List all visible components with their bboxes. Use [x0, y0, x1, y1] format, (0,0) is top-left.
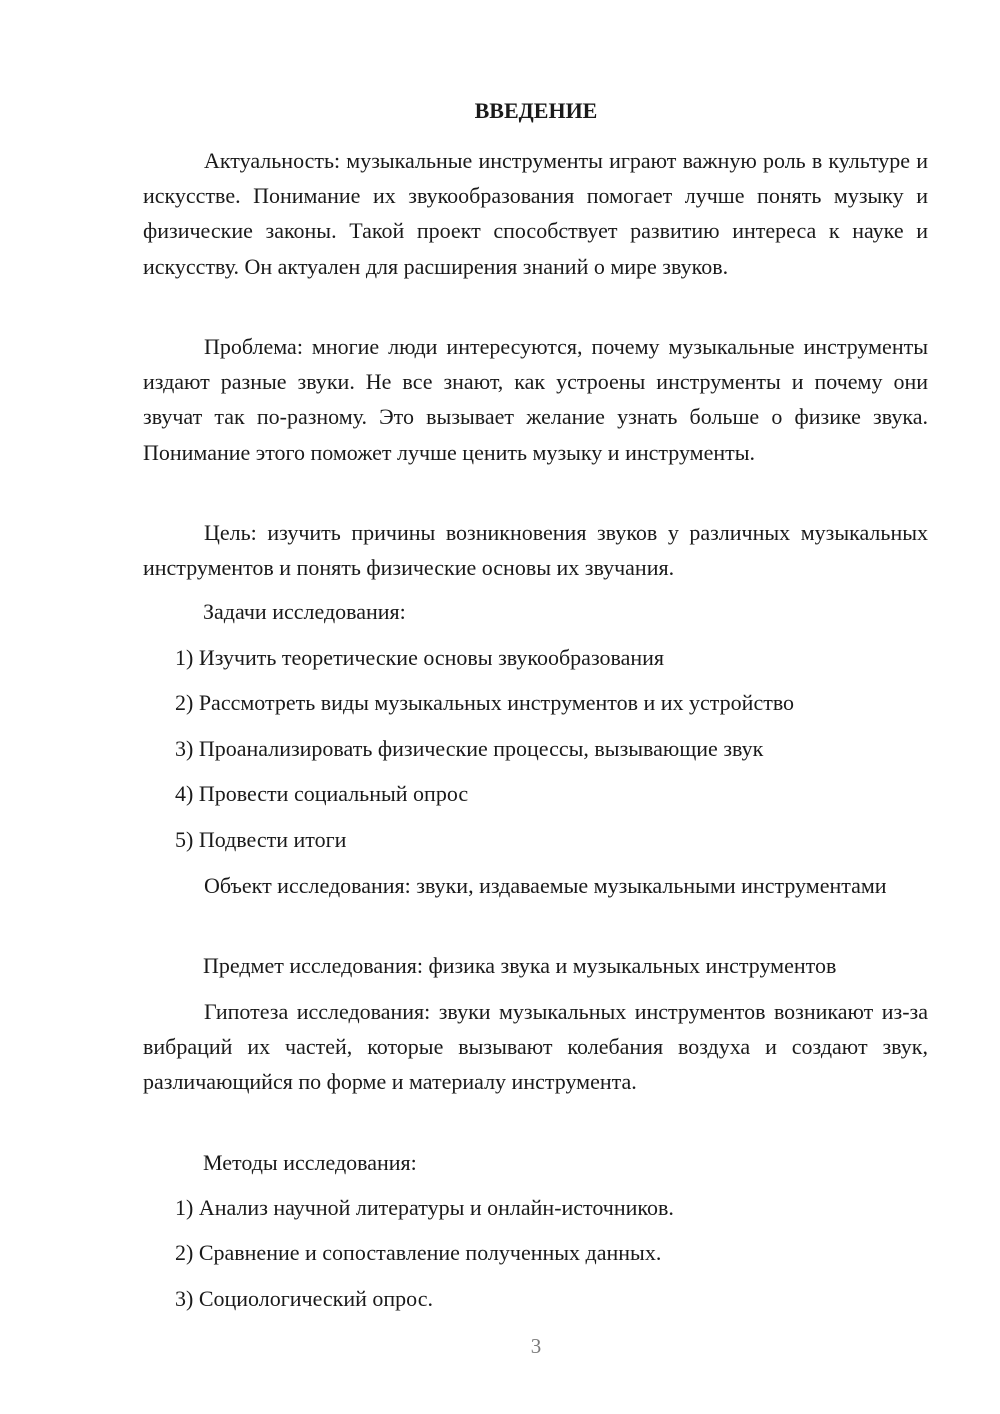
- method-item: 3) Социологический опрос.: [175, 1286, 433, 1311]
- problem-paragraph: Проблема: многие люди интересуются, почему музыкальные инструменты издают разные звуки. Не все знают, как устроены инструменты и почему они звучат так по-разному. Это вызывает желание узнать больше о физике звука. Понимание этого поможет лучше ценить музыку и инструменты.: [143, 334, 928, 465]
- task-item: 5) Подвести итоги: [175, 827, 347, 852]
- method-item: 2) Сравнение и сопоставление полученных данных.: [175, 1240, 662, 1265]
- subject-line: Предмет исследования: физика звука и музыкальных инструментов: [203, 953, 837, 978]
- method-item: 1) Анализ научной литературы и онлайн-источников.: [175, 1195, 674, 1220]
- hypothesis-paragraph: Гипотеза исследования: звуки музыкальных инструментов возникают из-за вибраций их частей, которые вызывают колебания воздуха и создают звук, различающийся по форме и материалу инструмента.: [143, 999, 928, 1095]
- page-number: 3: [530, 1334, 542, 1358]
- goal-paragraph: Цель: изучить причины возникновения звуков у различных музыкальных инструментов и понять физические основы их звучания.: [143, 520, 928, 581]
- object-paragraph: Объект исследования: звуки, издаваемые музыкальными инструментами: [204, 873, 887, 898]
- tasks-title: Задачи исследования:: [203, 599, 406, 624]
- task-item: 2) Рассмотреть виды музыкальных инструментов и их устройство: [175, 690, 795, 715]
- page-title: ВВЕДЕНИЕ: [474, 98, 598, 123]
- task-item: 4) Провести социальный опрос: [175, 781, 469, 806]
- methods-title: Методы исследования:: [203, 1150, 417, 1175]
- task-item: 3) Проанализировать физические процессы, вызывающие звук: [175, 736, 764, 761]
- relevance-paragraph: Актуальность: музыкальные инструменты играют важную роль в культуре и искусстве. Понимание их звукообразования помогает лучше понять музыку и физические законы. Такой проект способствует развитию интереса к науке и искусству. Он актуален для расширения знаний о мире звуков.: [143, 148, 928, 279]
- task-item: 1) Изучить теоретические основы звукообразования: [175, 645, 665, 670]
